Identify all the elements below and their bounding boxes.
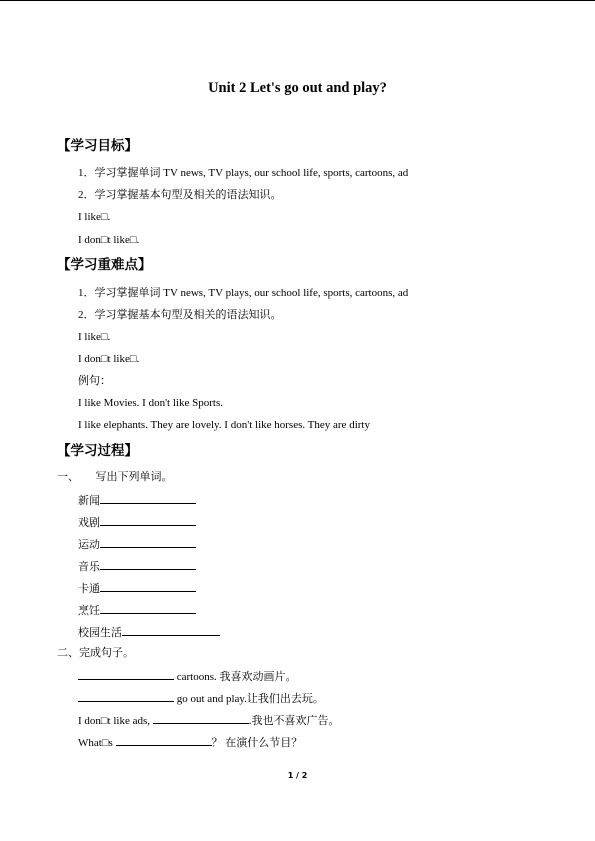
answer-blank[interactable] bbox=[100, 580, 196, 592]
answer-blank[interactable] bbox=[100, 558, 196, 570]
section-heading-key-points: 【学习重难点】 bbox=[57, 257, 152, 273]
word-label: 新闻 bbox=[78, 495, 100, 507]
answer-blank[interactable] bbox=[100, 492, 196, 504]
sentence-item bbox=[78, 690, 324, 706]
answer-blank[interactable] bbox=[122, 624, 220, 636]
answer-blank[interactable] bbox=[153, 712, 249, 724]
answer-blank[interactable] bbox=[116, 734, 212, 746]
keypoint-line-6: I like Movies. I don't like Sports. bbox=[78, 397, 223, 409]
page-title: Unit 2 Let's go out and play? bbox=[208, 80, 387, 96]
keypoint-line-3: I like□. bbox=[78, 331, 111, 343]
word-item bbox=[78, 514, 196, 530]
sentence-item bbox=[78, 668, 297, 684]
top-border bbox=[0, 0, 595, 1]
keypoint-line-1: 1．学习掌握单词 TV news, TV plays, our school life, sports, cartoons, ad bbox=[78, 287, 409, 299]
answer-blank[interactable] bbox=[100, 602, 196, 614]
word-item bbox=[78, 624, 220, 640]
word-label: 校园生活 bbox=[78, 627, 122, 639]
section-heading-objectives: 【学习目标】 bbox=[57, 138, 138, 154]
answer-blank[interactable] bbox=[100, 536, 196, 548]
sentence-text: What□s bbox=[78, 737, 116, 749]
word-item bbox=[78, 558, 196, 574]
word-item bbox=[78, 602, 196, 618]
word-item bbox=[78, 492, 196, 508]
sentence-text: ？ 在演什么节目？ bbox=[211, 737, 303, 749]
keypoint-line-5: 例句： bbox=[78, 375, 111, 387]
sentence-text: go out and play.让我们出去玩。 bbox=[174, 693, 324, 705]
word-item bbox=[78, 580, 196, 596]
word-label: 烹饪 bbox=[78, 605, 100, 617]
sentence-text: cartoons. 我喜欢动画片。 bbox=[174, 671, 297, 683]
word-label: 运动 bbox=[78, 539, 100, 551]
keypoint-line-4: I don□t like□. bbox=[78, 353, 140, 365]
word-label: 卡通 bbox=[78, 583, 100, 595]
word-label: 音乐 bbox=[78, 561, 100, 573]
objective-line-3: I like□. bbox=[78, 211, 111, 223]
sentence-text: I don□t like ads, bbox=[78, 715, 153, 727]
word-label: 戏剧 bbox=[78, 517, 100, 529]
section-heading-process: 【学习过程】 bbox=[57, 443, 138, 459]
objective-line-4: I don□t like□. bbox=[78, 234, 140, 246]
sentence-text: .我也不喜欢广告。 bbox=[248, 715, 340, 727]
keypoint-line-7: I like elephants. They are lovely. I don't like horses. They are dirty bbox=[78, 419, 370, 431]
part2-heading: 二、完成句子。 bbox=[57, 647, 134, 659]
answer-blank[interactable] bbox=[100, 514, 196, 526]
objective-line-1: 1．学习掌握单词 TV news, TV plays, our school life, sports, cartoons, ad bbox=[78, 167, 409, 179]
sentence-item bbox=[78, 734, 302, 750]
page-number: 1 / 2 bbox=[287, 771, 308, 780]
keypoint-line-2: 2．学习掌握基本句型及相关的语法知识。 bbox=[78, 309, 282, 321]
sentence-item bbox=[78, 712, 340, 728]
objective-line-2: 2．学习掌握基本句型及相关的语法知识。 bbox=[78, 189, 282, 201]
word-item bbox=[78, 536, 196, 552]
part1-heading: 一、 写出下列单词。 bbox=[57, 471, 173, 483]
answer-blank[interactable] bbox=[78, 668, 174, 680]
answer-blank[interactable] bbox=[78, 690, 174, 702]
